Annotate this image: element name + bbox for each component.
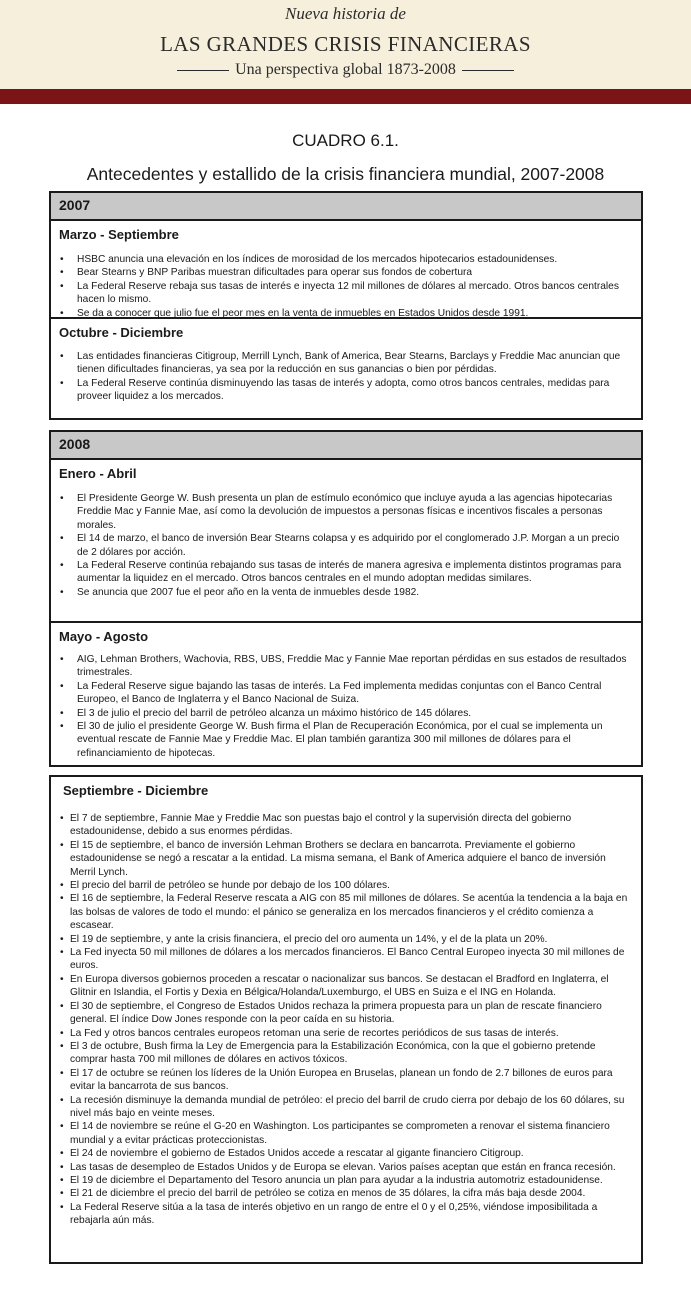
period-title: Octubre - Diciembre bbox=[59, 325, 184, 340]
year-header: 2008 bbox=[51, 432, 641, 460]
list-item: • La Federal Reserve continúa disminuyendo las tasas de interés y adopta, como otros bancos centrales, medidas para proveer liquidez a los mercados. bbox=[51, 377, 633, 404]
book-series-label: Nueva historia de bbox=[285, 4, 406, 23]
list-item: • El 14 de noviembre se reúne el G-20 en Washington. Los participantes se comprometen a renovar el sistema financiero mundial y a evitar prácticas proteccionistas. bbox=[51, 1120, 633, 1147]
list-item: • La Fed y otros bancos centrales europeos retoman una serie de recortes periódicos de sus tasas de interés. bbox=[51, 1027, 633, 1040]
list-item: • El 7 de septiembre, Fannie Mae y Freddie Mac son puestas bajo el control y la supervisión directa del gobierno estadounidense, debido a sus enormes pérdidas. bbox=[51, 812, 633, 839]
list-item: • Bear Stearns y BNP Paribas muestran dificultades para operar sus fondos de cobertura bbox=[51, 266, 633, 279]
list-item: • El 14 de marzo, el banco de inversión Bear Stearns colapsa y es adquirido por el conglomerado J.P. Morgan a un precio de 2 dólares por acción. bbox=[51, 532, 633, 559]
list-item: • La recesión disminuye la demanda mundial de petróleo: el precio del barril de crudo cierra por debajo de los 60 dólares, su nivel más bajo en veinte meses. bbox=[51, 1094, 633, 1121]
period-title: Septiembre - Diciembre bbox=[63, 783, 209, 798]
book-title: LAS GRANDES CRISIS FINANCIERAS bbox=[160, 32, 531, 56]
period-block bbox=[51, 621, 641, 767]
period-box-sep-dec-2008 bbox=[49, 775, 643, 1264]
list-item: • AIG, Lehman Brothers, Wachovia, RBS, UBS, Freddie Mac y Fannie Mae reportan pérdidas en sus estados de resultados trimestrales. bbox=[51, 653, 633, 680]
list-item: • El 24 de noviembre el gobierno de Estados Unidos accede a rescatar al gigante financiero Citigroup. bbox=[51, 1147, 633, 1160]
book-tagline-row bbox=[0, 61, 691, 79]
period-block bbox=[51, 317, 641, 420]
book-tagline: Una perspectiva global 1873-2008 bbox=[235, 61, 456, 78]
list-item: • El 3 de julio el precio del barril de petróleo alcanza un máximo histórico de 145 dólares. bbox=[51, 707, 633, 720]
period-block bbox=[51, 777, 641, 1262]
list-item: • El 19 de diciembre el Departamento del Tesoro anuncia un plan para ayudar a la industria automotriz estadounidense. bbox=[51, 1174, 633, 1187]
list-item: • La Federal Reserve sigue bajando las tasas de interés. La Fed implementa medidas conjuntas con el Banco Central Europeo, el Banco de Inglaterra y el Banco Nacional de Suiza. bbox=[51, 680, 633, 707]
year-box-2008 bbox=[49, 430, 643, 767]
year-header: 2007 bbox=[51, 193, 641, 221]
period-block bbox=[51, 460, 641, 621]
table-title: Antecedentes y estallido de la crisis financiera mundial, 2007-2008 bbox=[86, 164, 605, 184]
year-box-2007 bbox=[49, 191, 643, 420]
tagline-rule-right bbox=[462, 70, 514, 71]
list-item: • La Federal Reserve rebaja sus tasas de interés e inyecta 12 mil millones de dólares al mercado. Otros bancos centrales hacen lo mismo. bbox=[51, 280, 633, 307]
event-list bbox=[51, 812, 633, 1228]
list-item: • Las entidades financieras Citigroup, Merrill Lynch, Bank of America, Bear Stearns, Barclays y Freddie Mac anuncian que tienen dificultades financieras, ya sea por la reducción en sus ganancias o bien por pérdidas. bbox=[51, 350, 633, 377]
list-item: • HSBC anuncia una elevación en los índices de morosidad de los mercados hipotecarios estadounidenses. bbox=[51, 253, 633, 266]
list-item: • La Fed inyecta 50 mil millones de dólares a los mercados financieros. El Banco Central Europeo inyecta 30 mil millones de euros. bbox=[51, 946, 633, 973]
event-list bbox=[51, 653, 633, 760]
list-item: • El 21 de diciembre el precio del barril de petróleo se cotiza en menos de 35 dólares, la cifra más baja desde 2004. bbox=[51, 1187, 633, 1200]
period-block bbox=[51, 221, 641, 317]
list-item: • La Federal Reserve continúa rebajando sus tasas de interés de manera agresiva e implementa distintos programas para aumentar la liquidez en el mercado. Otros bancos centrales en el mundo adoptan medidas similares. bbox=[51, 559, 633, 586]
period-title: Marzo - Septiembre bbox=[59, 227, 179, 242]
list-item: • El 3 de octubre, Bush firma la Ley de Emergencia para la Estabilización Económica, con la que el gobierno pretende comprar hasta 700 mil millones de dólares en activos tóxicos. bbox=[51, 1040, 633, 1067]
list-item: • El 17 de octubre se reúnen los líderes de la Unión Europea en Bruselas, planean un fondo de 2.7 billones de euros para evitar la bancarrota de sus bancos. bbox=[51, 1067, 633, 1094]
list-item: • En Europa diversos gobiernos proceden a rescatar o nacionalizar sus bancos. Se destacan el Bradford en Inglaterra, el Glitnir en Islandia, el Fortis y Dexia en Bélgica/Holanda/Luxemburgo, el UBS en Suiza e el ING en Holanda. bbox=[51, 973, 633, 1000]
period-title: Enero - Abril bbox=[59, 466, 137, 481]
list-item: • El 30 de septiembre, el Congreso de Estados Unidos rechaza la primera propuesta para un plan de rescate financiero general. El índice Dow Jones responde con la peor caída en su historia. bbox=[51, 1000, 633, 1027]
list-item: • El precio del barril de petróleo se hunde por debajo de los 100 dólares. bbox=[51, 879, 633, 892]
table-label: CUADRO 6.1. bbox=[292, 131, 399, 150]
list-item: • El 15 de septiembre, el banco de inversión Lehman Brothers se declara en bancarrota. Previamente el gobierno estadounidense se negó a rescatar a la entidad. La misma semana, el Bank of America adquiere el banco de inversión Merril Lynch. bbox=[51, 839, 633, 879]
list-item: • El 16 de septiembre, la Federal Reserve rescata a AIG con 85 mil millones de dólares. Se acentúa la tendencia a la baja en las bolsas de valores de todo el mundo: el pánico se generaliza en los mercados financieros y el crédito comienza a escasear. bbox=[51, 892, 633, 932]
list-item: • Se anuncia que 2007 fue el peor año en la venta de inmuebles desde 1982. bbox=[51, 586, 633, 599]
tagline-rule-left bbox=[177, 70, 229, 71]
list-item: • El 30 de julio el presidente George W. Bush firma el Plan de Recuperación Económica, por el cual se implementa un eventual rescate de Fannie Mae y Freddie Mac. El plan también garantiza 300 mil millones de dólares para el refinanciamiento de hipotecas. bbox=[51, 720, 633, 760]
header-divider-bar bbox=[0, 89, 691, 104]
list-item: • El Presidente George W. Bush presenta un plan de estímulo económico que incluye ayuda a las agencias hipotecarias Freddie Mac y Fannie Mae, así como la devolución de impuestos a personas físicas e incentivos fiscales a personas morales. bbox=[51, 492, 633, 532]
list-item: • El 19 de septiembre, y ante la crisis financiera, el precio del oro aumenta un 14%, y el de la plata un 20%. bbox=[51, 933, 633, 946]
event-list bbox=[51, 350, 633, 404]
event-list bbox=[51, 492, 633, 599]
list-item: • La Federal Reserve sitúa a la tasa de interés objetivo en un rango de entre el 0 y el 0,25%, viéndose imposibilitada a rebajarla aún más. bbox=[51, 1201, 633, 1228]
list-item: • Se da a conocer que julio fue el peor mes en la venta de inmuebles en Estados Unidos desde 1991. bbox=[51, 307, 633, 320]
book-header-banner bbox=[0, 0, 691, 89]
period-title: Mayo - Agosto bbox=[59, 629, 149, 644]
list-item: • Las tasas de desempleo de Estados Unidos y de Europa se elevan. Varios países aceptan que están en franca recesión. bbox=[51, 1161, 633, 1174]
event-list bbox=[51, 253, 633, 320]
